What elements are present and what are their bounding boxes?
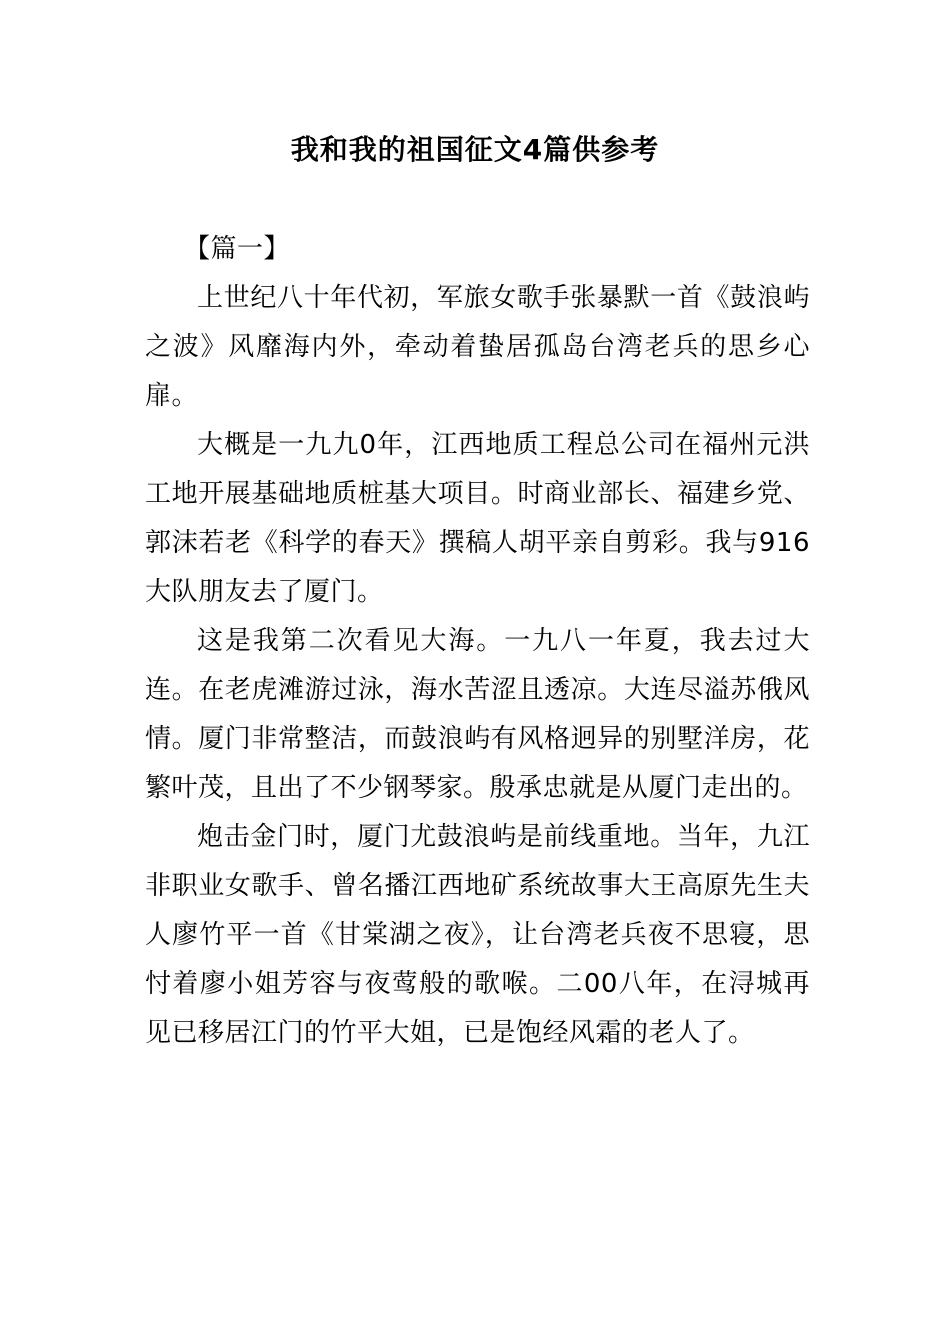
paragraph-2: 大概是一九九0年，江西地质工程总公司在福州元洪工地开展基础地质桩基大项目。时商业部长、福建乡党、郭沫若老《科学的春天》撰稿人胡平亲自剪彩。我与916大队朋友去了厦门。 — [145, 430, 810, 607]
document-title: 我和我的祖国征文4篇供参考 — [290, 133, 660, 166]
document-body — [145, 225, 810, 1058]
section-heading: 【篇一】 — [184, 234, 291, 264]
paragraph-4: 炮击金门时，厦门尤鼓浪屿是前线重地。当年，九江非职业女歌手、曾名播江西地矿系统故事大王高原先生夫人廖竹平一首《甘棠湖之夜》，让台湾老兵夜不思寝，思忖着廖小姐芳容与夜莺般的歌喉。二00八年，在浔城再见已移居江门的竹平大姐，已是饱经风霜的老人了。 — [145, 822, 810, 1048]
paragraph-3: 这是我第二次看见大海。一九八一年夏，我去过大连。在老虎滩游过泳，海水苦涩且透凉。大连尽溢苏俄风情。厦门非常整洁，而鼓浪屿有风格迥异的别墅洋房，花繁叶茂，且出了不少钢琴家。殷承忠就是从厦门走出的。 — [145, 626, 810, 803]
paragraph-1: 上世纪八十年代初，军旅女歌手张暴默一首《鼓浪屿之波》风靡海内外，牵动着蛰居孤岛台湾老兵的思乡心扉。 — [145, 283, 810, 411]
